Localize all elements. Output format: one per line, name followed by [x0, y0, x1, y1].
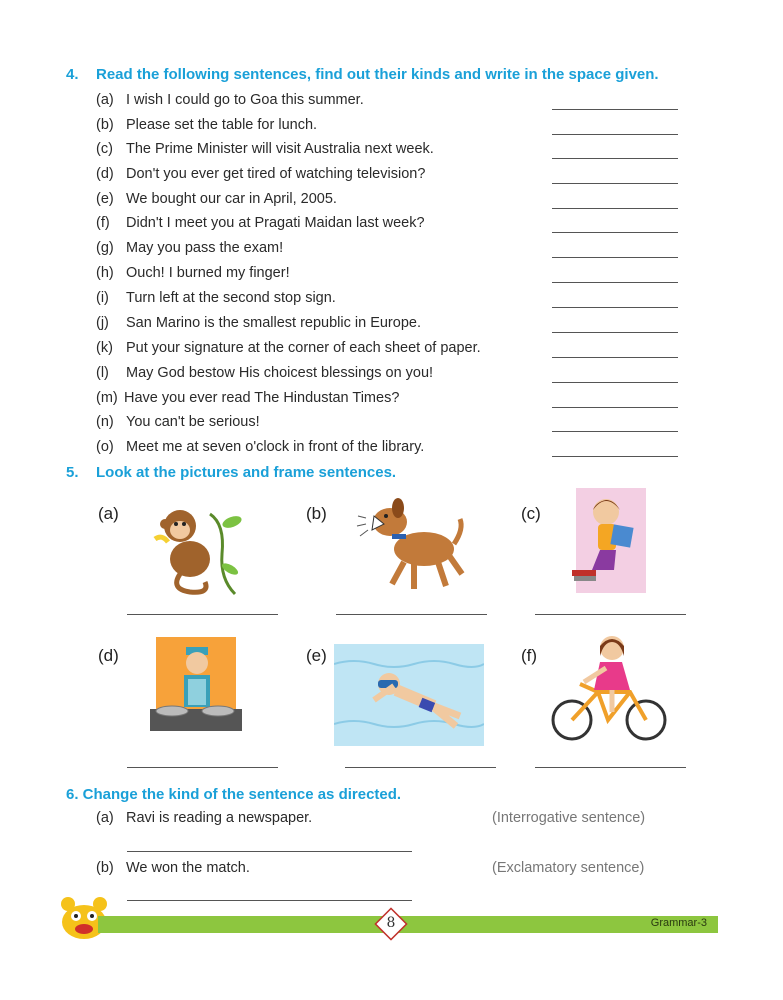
- q4-item: (i) Turn left at the second stop sign.: [96, 290, 683, 310]
- q5-title: Look at the pictures and frame sentences.: [96, 464, 397, 481]
- answer-line-c[interactable]: [535, 614, 686, 615]
- q4-item: (j) San Marino is the smallest republic in Europe.: [96, 315, 683, 335]
- page-number: [374, 907, 408, 941]
- q4-item: (m) Have you ever read The Hindustan Times?: [96, 390, 683, 410]
- picture-label-d: (d): [98, 646, 119, 665]
- answer-line-e[interactable]: [345, 767, 496, 768]
- q4-heading: [66, 66, 659, 83]
- q6-hint: (Interrogative sentence): [492, 810, 646, 826]
- footer-bar: [98, 916, 718, 933]
- picture-label-b: (b): [306, 504, 327, 523]
- q6-title: 6. Change the kind of the sentence as directed.: [66, 786, 402, 803]
- picture-label-a: (a): [98, 504, 119, 523]
- footer-book-title: Grammar-3: [650, 917, 707, 929]
- answer-blank[interactable]: [552, 183, 678, 184]
- q4-item: (d) Don't you ever get tired of watching television?: [96, 166, 683, 186]
- answer-line-b[interactable]: [336, 614, 487, 615]
- answer-line-f[interactable]: [535, 767, 686, 768]
- answer-line-6b[interactable]: [127, 900, 412, 901]
- answer-blank[interactable]: [552, 109, 678, 110]
- q6-hint: (Exclamatory sentence): [492, 860, 645, 876]
- monkey-eating-banana-icon: [150, 494, 250, 599]
- picture-label-f: (f): [521, 646, 538, 665]
- boy-swimming-icon: [334, 644, 484, 746]
- q4-item: (o) Meet me at seven o'clock in front of the library.: [96, 439, 683, 459]
- answer-line-6a[interactable]: [127, 851, 412, 852]
- q4-item: (l) May God bestow His choicest blessings on you!: [96, 365, 683, 385]
- girl-reading-book-icon: [566, 488, 650, 593]
- q4-item: (a) I wish I could go to Goa this summer.: [96, 92, 683, 112]
- page-number-text: 8: [386, 915, 396, 931]
- q4-item: (n) You can't be serious!: [96, 414, 683, 434]
- barking-dog-icon: [354, 494, 469, 594]
- answer-blank[interactable]: [552, 332, 678, 333]
- girl-riding-bicycle-icon: [550, 632, 670, 744]
- answer-blank[interactable]: [552, 407, 678, 408]
- q4-item: (b) Please set the table for lunch.: [96, 117, 683, 137]
- answer-blank[interactable]: [552, 232, 678, 233]
- answer-blank[interactable]: [552, 257, 678, 258]
- answer-blank[interactable]: [552, 357, 678, 358]
- answer-blank[interactable]: [552, 134, 678, 135]
- q4-item: (g) May you pass the exam!: [96, 240, 683, 260]
- answer-blank[interactable]: [552, 456, 678, 457]
- picture-label-e: (e): [306, 646, 327, 665]
- q4-item: (k) Put your signature at the corner of each sheet of paper.: [96, 340, 683, 360]
- answer-line-a[interactable]: [127, 614, 278, 615]
- answer-blank[interactable]: [552, 382, 678, 383]
- answer-blank[interactable]: [552, 208, 678, 209]
- q6-item: (b) We won the match.: [96, 860, 250, 876]
- q4-item: (c) The Prime Minister will visit Australia next week.: [96, 141, 683, 161]
- answer-blank[interactable]: [552, 431, 678, 432]
- q4-item: (f) Didn't I meet you at Pragati Maidan last week?: [96, 215, 683, 235]
- answer-line-d[interactable]: [127, 767, 278, 768]
- q4-title: Read the following sentences, find out their kinds and write in the space given.: [96, 66, 659, 83]
- answer-blank[interactable]: [552, 158, 678, 159]
- answer-blank[interactable]: [552, 307, 678, 308]
- q4-item: (h) Ouch! I burned my finger!: [96, 265, 683, 285]
- woman-cooking-icon: [150, 637, 242, 737]
- q5-number: 5.: [66, 464, 79, 481]
- q4-item: (e) We bought our car in April, 2005.: [96, 191, 683, 211]
- q6-item: (a) Ravi is reading a newspaper.: [96, 810, 313, 826]
- q4-number: 4.: [66, 66, 79, 83]
- answer-blank[interactable]: [552, 282, 678, 283]
- q5-heading: [66, 464, 396, 481]
- picture-label-c: (c): [521, 504, 541, 523]
